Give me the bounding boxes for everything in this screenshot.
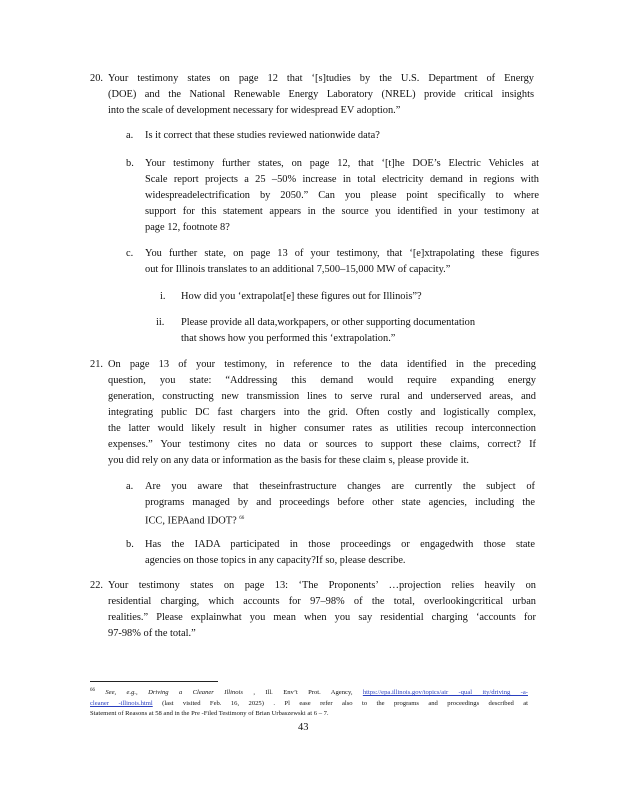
q20-text [108,71,534,119]
q20-line-1: Your testimony states on page 12 that ‘[s]tudies by the U.S. Department of Energy [108,73,534,84]
q20cii-text [181,315,521,347]
q21a-line-2: programs managed by and proceedings before other state agencies, including the [145,497,535,508]
q21b-line-2: agencies on those topics in any capacity?If so, please describe. [145,555,406,566]
q21-line-3: generation, constructing new transmission lines to serve rural and underserved areas, and [108,391,536,402]
q20c-text [145,246,539,278]
q20ci-line-1: How did you ‘extrapolat[e] these figures out for Illinois”? [181,291,422,302]
q21-line-1: On page 13 of your testimony, in reference to the data identified in the preceding [108,359,536,370]
q20c-line-1: You further state, on page 13 of your testimony, that ‘[e]xtrapolating these figures [145,248,539,259]
footnote-line-3: Statement of Reasons at 58 and in the Pre -Filed Testimony of Brian Urbaszewski at 6 – 7. [90,710,329,718]
footnote-separator [90,681,218,682]
footnote-publisher: , Ill. Env’t Prot. Agency, [253,689,353,697]
q20b-line-2: Scale report projects a 25 –50% increase in total electricity demand in regions with [145,174,539,185]
q22-line-3: realities.” Please explainwhat you mean when you say residential charging ‘accounts for [108,612,536,623]
q21-line-7: you did rely on any data or information as the basis for these claim s, please provide it. [108,455,469,466]
q20a-text [145,128,535,144]
q22-line-2: residential charging, which accounts for 97–98% of the total, overlookingcritical urban [108,596,536,607]
q20-line-2: (DOE) and the National Renewable Energy Laboratory (NREL) provide critical insights [108,89,534,100]
q21-line-5: the latter would likely result in higher consumer rates as utilities recoup interconnection [108,423,536,434]
footnote-ref-66[interactable]: 66 [239,516,245,521]
footnote-66 [90,686,528,720]
q20b-line-1: Your testimony further states, on page 12, that ‘[t]he DOE’s Electric Vehicles at [145,158,539,169]
q20cii-line-2: that shows how you performed this ‘extrapolation.” [181,333,396,344]
q20a-label: a. [126,130,134,141]
q20b-line-3: widespreadelectrification by 2050.” Can you please point specifically to where [145,190,539,201]
q21-line-4: integrating public DC fast chargers into the grid. Often costly and logistically complex, [108,407,536,418]
q20cii-line-1: Please provide all data,workpapers, or other supporting documentation [181,317,476,328]
q21a-label: a. [126,481,134,492]
page-number: 43 [298,722,309,733]
q20b-label: b. [126,158,134,169]
q20ci-text [181,289,521,305]
q20ci-label: i. [160,291,166,302]
q20cii-label: ii. [156,317,165,328]
q20b-text [145,156,539,236]
footnote-line-1 [90,686,528,699]
q21-number: 21. [90,359,103,370]
q21b-label: b. [126,539,134,550]
q21-line-6: expenses.” Your testimony cites no data or sources to support these claims, correct? If [108,439,536,450]
footnote-url-link[interactable]: https://epa.illinois.gov/topics/air -qual ity/driving -a- [362,689,528,697]
q22-number: 22. [90,580,103,591]
q21a-line-1: Are you aware that theseinfrastructure changes are currently the subject of [145,481,535,492]
footnote-marker: 66 [90,688,95,693]
q22-text [108,578,536,642]
q21a-line-3 [145,511,535,529]
footnote-signal: See, e.g., [105,689,138,697]
q21-text [108,357,536,469]
q20b-line-5: page 12, footnote 8? [145,222,230,233]
footnote-line-2 [90,699,528,710]
q20b-line-4: support for this statement appears in the source you identified in your testimony at [145,206,539,217]
q20-line-3: into the scale of development necessary for widespread EV adoption.” [108,105,401,116]
q20-number: 20. [90,73,103,84]
footnote-title: Driving a Cleaner Illinois [148,689,243,697]
footnote-line-2-text: (last visited Feb. 16, 2025) . Pl ease refer also to the programs and proceedings described at [162,699,528,707]
q21b-line-1: Has the IADA participated in those proceedings or engagedwith those state [145,539,535,550]
q20a-line-1: Is it correct that these studies reviewed nationwide data? [145,130,380,141]
q21a-line-3-text: ICC, IEPAand IDOT? [145,515,237,527]
q22-line-1: Your testimony states on page 13: ‘The Proponents’ …projection relies heavily on [108,580,536,591]
footnote-url-link-cont[interactable]: cleaner -illinois.html [90,699,153,707]
q22-line-4: 97-98% of the total.” [108,628,196,639]
q21b-text [145,537,535,569]
q20c-line-2: out for Illinois translates to an additional 7,500–15,000 MW of capacity.” [145,264,451,275]
q21a-text [145,479,535,529]
q21-line-2: question, you state: “Addressing this demand would require expanding energy [108,375,536,386]
q20c-label: c. [126,248,134,259]
